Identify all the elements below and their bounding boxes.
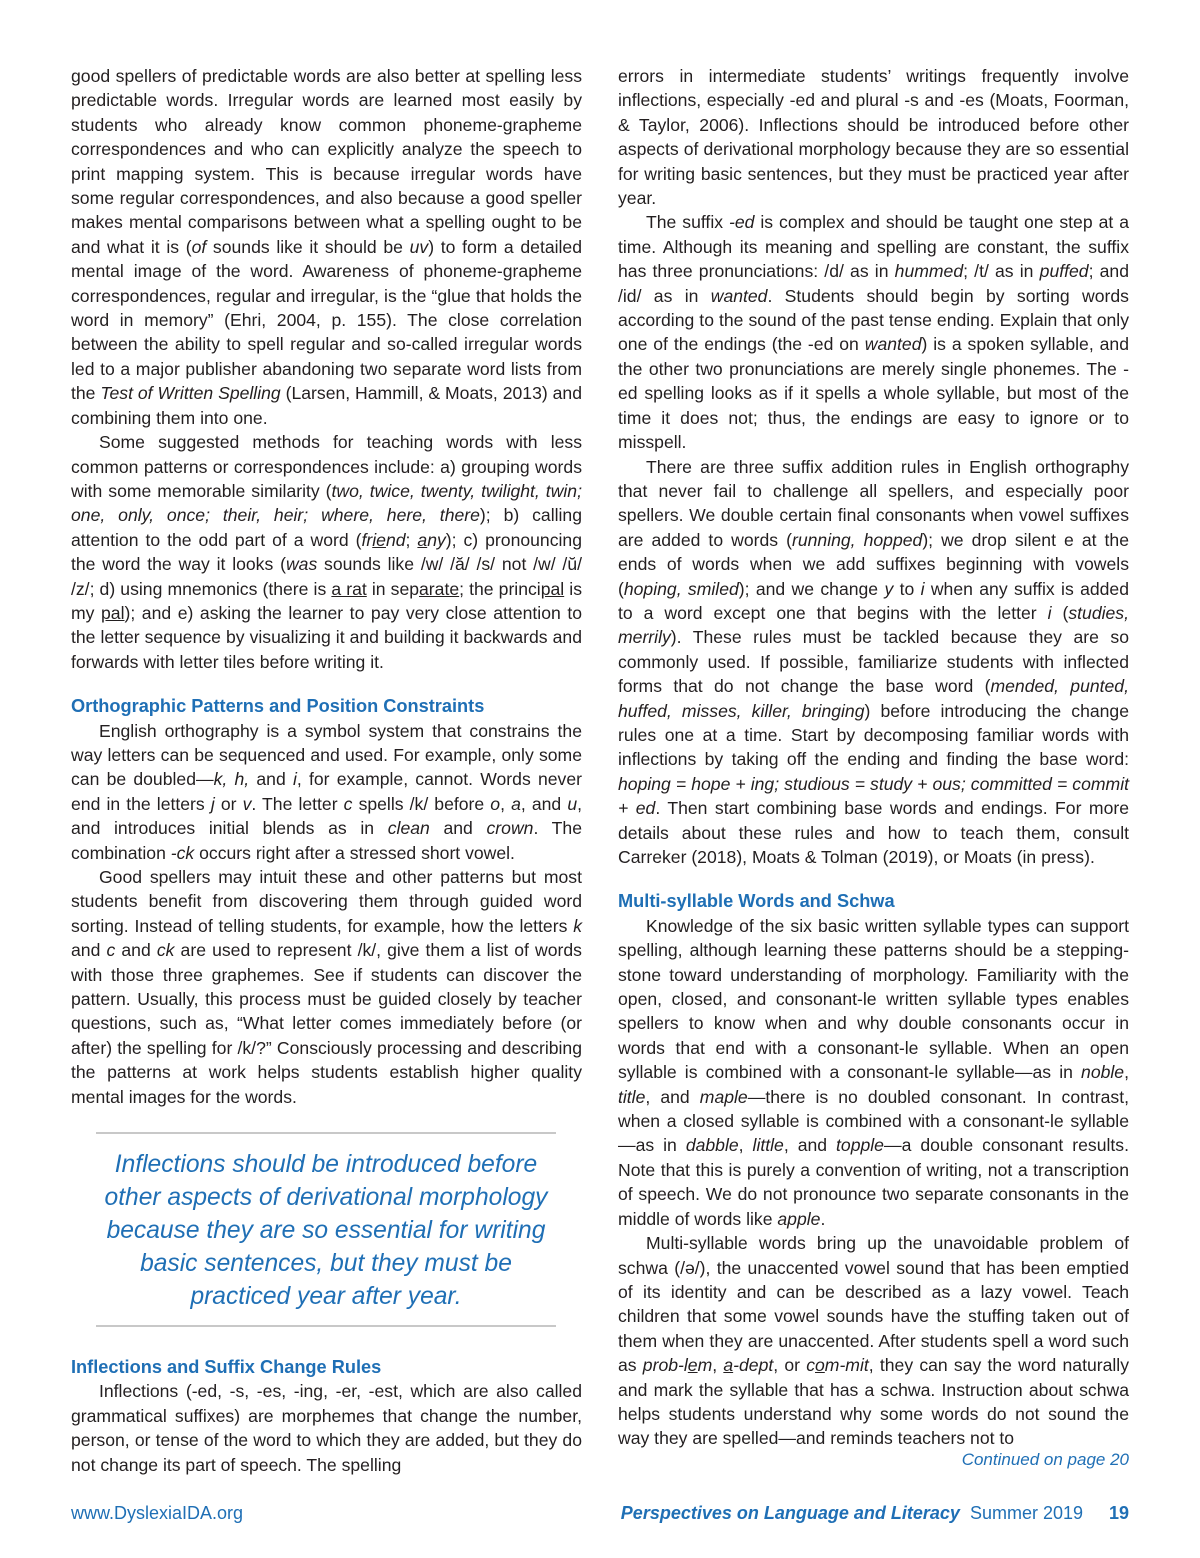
left-column xyxy=(71,64,582,1109)
paragraph: Some suggested methods for teaching words with less common patterns or correspondences include: a) grouping words with some memorable similarity (two, twice, twenty, twilight, twin; one, only, once; their, heir; where, here, there); b) calling attention to the odd part of a word (friend; any); c) pronouncing the word the way it looks (was sounds like /w/ /ă/ /s/ not /w/ /ŭ/ /z/; d) using mnemonics (there is a rat in separate; the principal is my pal); and e) asking the learner to pay very close attention to the letter sequence by visualizing it and building it backwards and forwards with letter tiles before writing it. xyxy=(71,432,582,672)
section-heading-inflections: Inflections and Suffix Change Rules xyxy=(71,1357,382,1377)
paragraph: Knowledge of the six basic written syllable types can support spelling, although learning these patterns should be a stepping-stone toward understanding of morphology. Familiarity with the open, closed, and consonant-le written syllable types enables spellers to know when and why double consonants occur in words that end with a consonant-le syllable. When an open syllable is combined with a consonant-le syllable—as in noble, title, and maple—there is no doubled consonant. In contrast, when a closed syllable is combined with a consonant-le syllable—as in dabble, little, and topple—a double consonant results. Note that this is purely a convention of writing, not a transcription of speech. We do not pronounce two separate consonants in the middle of words like apple. xyxy=(618,915,1129,1229)
paragraph: The suffix -ed is complex and should be taught one step at a time. Although its meaning and spelling are constant, the suffix has three pronunciations: /d/ as in hummed; /t/ as in puffed; and /id/ as in wanted. Students should begin by sorting words according to the sound of the past tense ending. Explain that only one of the endings (the -ed on wanted) is a spoken syllable, and the other two pronunciations are merely single phonemes. The -ed spelling looks as if it spells a whole syllable, but most of the time it does not; thus, the endings are easy to ignore or to misspell. xyxy=(618,212,1129,453)
paragraph: errors in intermediate students’ writings frequently involve inflections, especially -ed and plural -s and -es (Moats, Foorman, & Taylor, 2006). Inflections should be introduced before other aspects of derivational morphology because they are so essential for writing basic sentences, but they must be practiced year after year. xyxy=(618,66,1129,209)
right-column xyxy=(618,64,1129,1451)
pull-quote xyxy=(96,1132,556,1327)
page-number: 19 xyxy=(1108,1503,1129,1523)
paragraph: There are three suffix addition rules in English orthography that never fail to challenge all spellers, and especially poor spellers. We double certain final consonants when vowel suffixes are added to words (running, hopped); we drop silent e at the ends of words when we add suffixes beginning with vowels (hoping, smiled); and we change y to i when any suffix is added to a word except one that begins with the letter i (studies, merrily). These rules must be tackled because they are so commonly used. If possible, familiarize students with inflected forms that do not change the base word (mended, punted, huffed, misses, killer, bringing) before introducing the change rules one at a time. Start by decomposing familiar words with inflections by taking off the ending and finding the base word: hoping = hope + ing; studious = study + ous; committed = commit + ed. Then start combining base words and endings. For more details about these rules and how to teach them, consult Carreker (2018), Moats & Tolman (2019), or Moats (in press). xyxy=(618,456,1130,867)
left-column-bottom xyxy=(71,1355,582,1477)
continued-link[interactable]: Continued on page 20 xyxy=(961,1450,1129,1469)
paragraph: good spellers of predictable words are also better at spelling less predictable words. Irregular words are learned most easily by students who already know common phoneme-grapheme correspondences and who can explicitly analyze the speech to print mapping system. This is because irregular words have some regular correspondences, and also because a good speller makes mental comparisons between what a spelling ought to be and what it is (of sounds like it should be uv) to form a detailed mental image of the word. Awareness of phoneme-grapheme correspondences, regular and irregular, is the “glue that holds the word in memory” (Ehri, 2004, p. 155). The close correlation between the ability to spell regular and so-called irregular words led to a major publisher abandoning two separate word lists from the Test of Written Spelling (Larsen, Hammill, & Moats, 2013) and combining them into one. xyxy=(71,66,583,428)
publication-title: Perspectives on Language and Literacy Summer 2019 xyxy=(620,1503,1083,1523)
paragraph: English orthography is a symbol system that constrains the way letters can be sequenced and used. For example, only some can be doubled—k, h, and i, for example, cannot. Words never end in the letters j or v. The letter c spells /k/ before o, a, and u, and introduces initial blends as in clean and crown. The combination -ck occurs right after a stressed short vowel. xyxy=(71,720,582,863)
section-heading-multisyllable: Multi-syllable Words and Schwa xyxy=(618,891,895,912)
section-heading-orthographic: Orthographic Patterns and Position Constraints xyxy=(71,696,485,717)
paragraph: Multi-syllable words bring up the unavoidable problem of schwa (/ə/), the unaccented vowel sound that has been emptied of its identity and can be described as a lazy vowel. Teach children that some vowel sounds have the stuffing taken out of them when they are unaccented. After students spell a word such as prob-lem, a-dept, or com-mit, they can say the word naturally and mark the syllable that has a schwa. Instruction about schwa helps students understand why some words do not sound the way they are spelled—and reminds teachers not to xyxy=(618,1233,1129,1449)
issue-date: Summer 2019 xyxy=(969,1503,1083,1523)
pull-quote-text: Inflections should be introduced before other aspects of derivational morphology because they are so essential for writing basic sentences, but they must be practiced year after year. xyxy=(104,1151,548,1310)
website-link[interactable]: www.DyslexiaIDA.org xyxy=(71,1503,244,1523)
page-footer xyxy=(71,1503,1129,1531)
paragraph: Good spellers may intuit these and other patterns but most students benefit from discovering them through guided word sorting. Instead of telling students, for example, how the letters k and c and ck are used to represent /k/, give them a list of words with those three graphemes. See if students can discover the pattern. Usually, this process must be guided closely by teacher questions, such as, “What letter comes immediately before (or after) the spelling for /k/?” Consciously processing and describing the patterns at work helps students establish higher quality mental images for the words. xyxy=(71,867,582,1107)
paragraph: Inflections (-ed, -s, -es, -ing, -er, -est, which are also called grammatical suffixes) are morphemes that change the number, person, or tense of the word to which they are added, but they do not change its part of speech. The spelling xyxy=(71,1381,582,1475)
